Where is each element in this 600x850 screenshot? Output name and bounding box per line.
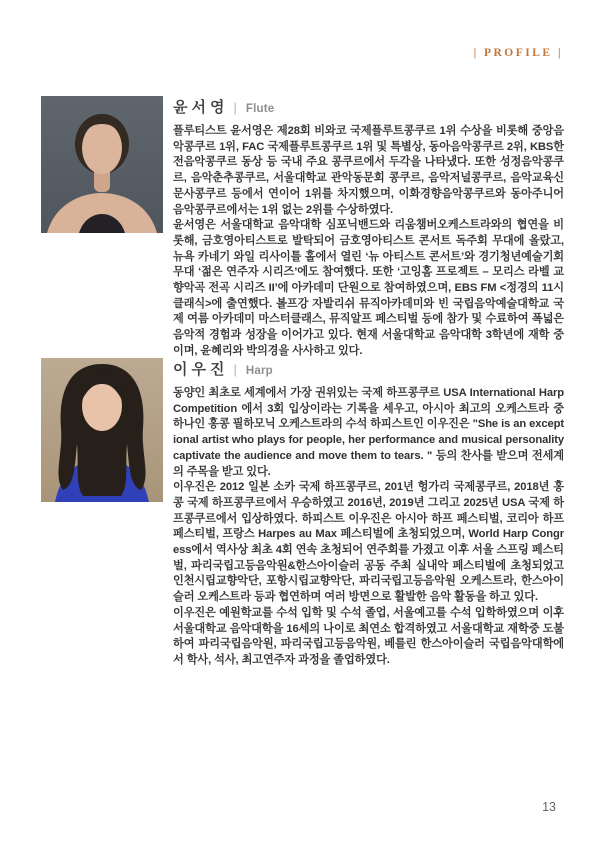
bio-paragraph: 윤서영은 서울대학교 음악대학 심포닉밴드와 리움챔버오케스트라와의 협연을 비롯해, 금호영아티스트로 발탁되어 금호영아티스트 콘서트 독주회 무대에 올랐고, 뉴욕 카네기 와일 리사이틀 홀에서 열린 ‘뉴 아티스트 콘서트’와 경기청년예술기회무대 ‘젊은 연주자 시리즈’에도 참여했다. 또한 ‘고잉홈 프로젝트 – 모리스 라벨 교향악곡 전곡 시리즈 II’에 아카데미 단원으로 참여하였으며, EBS FM <정경의 11시 클래식>에 출연했다. 볼프강 자발리쉬 뮤직아카데미와 빈 국립음악예술대학교 국제 여름 아카데미 마스터클래스, 뮤직알프 페스티벌 등에 참가 및 수료하여 폭넓은 음악적 경험과 성장을 이어가고 있다. 현재 서울대학교 음악대학 3학년에 재학 중이며, 윤혜리와 박의경을 사사하고 있다. [173, 219, 564, 357]
name-instrument-divider: | [233, 100, 237, 115]
name-row [173, 358, 564, 379]
name-instrument-divider: | [233, 362, 237, 377]
instrument-label: Harp [245, 365, 273, 377]
portrait-image [41, 358, 163, 502]
performer-name: 윤서영 [173, 99, 229, 116]
bio-paragraph: 이우진은 예원학교를 수석 입학 및 수석 졸업, 서울예고를 수석 입학하였으며 이후 서울대학교 음악대학을 16세의 나이로 최연소 합격하였고 서울대학교 재학중 도불하여 파리국립음악원, 파리국립고등음악원, 베를린 한스아이슬러 국립음악대학에서 학사, 석사, 최고연주자 과정을 졸업하였다. [173, 606, 564, 666]
portrait-photo [41, 96, 163, 360]
instrument-label: Flute [245, 103, 275, 115]
portrait-photo [41, 358, 163, 669]
profile-flutist [41, 96, 564, 360]
profile-section-header: | PROFILE | [473, 47, 563, 59]
bio-paragraph: 플루티스트 윤서영은 제28회 비와코 국제플루트콩쿠르 1위 수상을 비롯해 중앙음악콩쿠르 1위, FAC 국제플루트콩쿠르 1위 및 특별상, 동아음악콩쿠르 2위, KBS한전음악콩쿠르 동상 등 국내 주요 콩쿠르에서 두각을 나타냈다. 또한 성정음악콩쿠르, 음악춘추콩쿠르, 서울대학교 관악동문회 콩쿠르, 음악저널콩쿠르, 음악교육신문사콩쿠르 등에서 연이어 1위를 차지했으며, 이화경향음악콩쿠르와 동아주니어음악콩쿠르에서는 1위 없는 2위를 수상하였다. [173, 125, 564, 216]
bio-paragraph: 이우진은 2012 일본 소카 국제 하프콩쿠르, 201년 헝가리 국제콩쿠르, 2018년 홍콩 국제 하프콩쿠르에서 우승하였고 2016년, 2019년 그리고 2025년 USA 국제 하프콩쿠르에서 입상하였다. 하피스트 이우진은 아시아 하프 페스티벌, 코리아 하프 페스티벌, 프랑스 Harpes au Max 페스티벌에 초청되었으며, World Harp Congress에서 역사상 최초 4회 연속 초청되어 연주회를 가졌고 이후 서울 스프링 페스티벌, 파리국립고등음악원&한스아이슬러 공동 주최 실내악 페스티벌에 초청되었고 인천시립교향악단, 포항시립교향악단, 파리국립고등음악원 오케스트라, 한스아이슬러 오케스트라 등과 협연하며 여러 방면으로 활발한 음악 활동을 하고 있다. [173, 481, 564, 604]
profile-harpist [41, 358, 564, 669]
page-number: 13 [542, 800, 556, 814]
name-row [173, 96, 564, 117]
performer-name: 이우진 [173, 361, 229, 378]
portrait-image [41, 96, 163, 233]
profile-content [173, 96, 564, 360]
profile-content [173, 358, 564, 669]
bio-paragraph: 동양인 최초로 세계에서 가장 권위있는 국제 하프콩쿠르 USA International Harp Competition 에서 3회 입상이라는 기록을 세우고, 아시아 최고의 오케스트라 중 하나인 홍콩 필하모닉 오케스트라의 수석 하피스트인 이우진은 "She is an exceptional artist who plays for people, her performance and musical personality captivate the audience and move them to tears. " 등의 찬사를 받으며 전세계의 주목을 받고 있다. [173, 387, 564, 478]
